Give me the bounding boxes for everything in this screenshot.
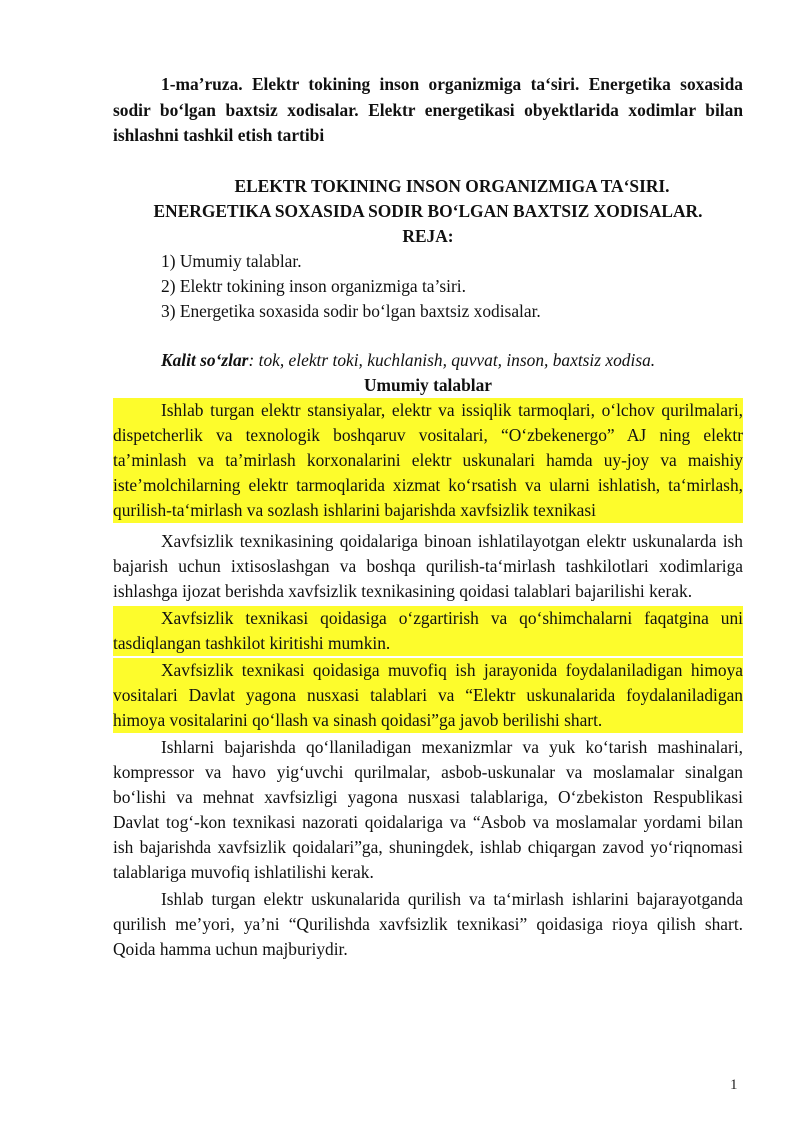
keywords	[113, 348, 743, 373]
page-number: 1	[730, 1077, 738, 1093]
keywords-text: : tok, elektr toki, kuchlanish, quvvat, inson, baxtsiz xodisa.	[248, 349, 656, 370]
paragraph: Xavfsizlik texnikasining qoidalariga binoan ishlatilayotgan elektr uskunalarda ish bajarish uchun ixtisoslashgan va boshqa qurilish-ta‘mirlash tashkilotlari xodimlariga ishlashga ijozat berishda xavfsizlik texnikasining qoidasi talablari bajarilishi kerak.	[113, 530, 743, 601]
plan-item: 1) Umumiy talablar.	[161, 250, 302, 271]
paragraph-highlighted: Ishlab turgan elektr stansiyalar, elektr va issiqlik tarmoqlari, o‘lchov qurilmalari, dispetcherlik va texnologik boshqaruv vositalari, “O‘zbekenergo” AJ ning elektr ta’minlash va ta’mirlash korxonalarini elektr uskunalari hamda uy-joy va maishiy iste’molchilarning elektr tarmoqlarida xizmat ko‘rsatish va ularni ishlatish, ta‘mirlash, qurilish-ta‘mirlash va sozlash ishlarini bajarishda xavfsizlik texnikasi	[113, 398, 743, 523]
plan-list	[113, 249, 743, 324]
document-body	[113, 72, 743, 962]
plan-item: 2) Elektr tokining inson organizmiga ta’siri.	[161, 275, 466, 296]
topic-title-line-2: ENERGETIKA SOXASIDA SODIR BO‘LGAN BAXTSIZ XODISALAR.	[153, 200, 703, 221]
section-heading: Umumiy talablar	[363, 374, 492, 395]
plan-item: 3) Energetika soxasida sodir bo‘lgan baxtsiz xodisalar.	[161, 300, 541, 321]
keywords-label: Kalit so‘zlar	[161, 349, 249, 370]
paragraph: Ishlarni bajarishda qo‘llaniladigan mexanizmlar va yuk ko‘tarish mashinalari, kompressor va havo yig‘uvchi qurilmalar, asbob-uskunalar va moslamalar sinalgan bo‘lishi va mehnat xavfsizligi yagona nusxasi talablariga, O‘zbekiston Respublikasi Davlat tog‘-kon texnikasi nazorati qoidalariga va “Asbob va moslamalar yordami bilan ish bajarishda xavfsizlik qoidalari”ga, shuningdek, ishlab chiqargan zavod yo‘riqnomasi talablariga muvofiq ishlatilishi kerak.	[113, 736, 743, 882]
topic-title	[113, 174, 743, 249]
paragraph-highlighted: Xavfsizlik texnikasi qoidasiga muvofiq ish jarayonida foydalaniladigan himoya vositalari Davlat yagona nusxasi talablari va “Elektr uskunalarida foydalaniladigan himoya vositalarini qo‘llash va sinash qoidasi”ga javob berilishi shart.	[113, 658, 743, 733]
lecture-title: 1-ma’ruza. Elektr tokining inson organizmiga ta‘siri. Energetika soxasida sodir bo‘lgan baxtsiz xodisalar. Elektr energetikasi obyektlarida xodimlar bilan ishlashni tashkil etish tartibi	[113, 74, 743, 145]
topic-title-line-1: ELEKTR TOKINING INSON ORGANIZMIGA TA‘SIRI.	[234, 175, 670, 196]
paragraph: Ishlab turgan elektr uskunalarida qurilish va ta‘mirlash ishlarini bajarayotganda qurilish me’yori, ya’ni “Qurilishda xavfsizlik texnikasi” qoidasiga rioya qilish shart. Qoida hamma uchun majburiydir.	[113, 888, 743, 959]
plan-heading: REJA:	[402, 225, 454, 246]
paragraph-highlighted: Xavfsizlik texnikasi qoidasiga o‘zgartirish va qo‘shimchalarni faqatgina uni tasdiqlangan tashkilot kiritishi mumkin.	[113, 606, 743, 656]
